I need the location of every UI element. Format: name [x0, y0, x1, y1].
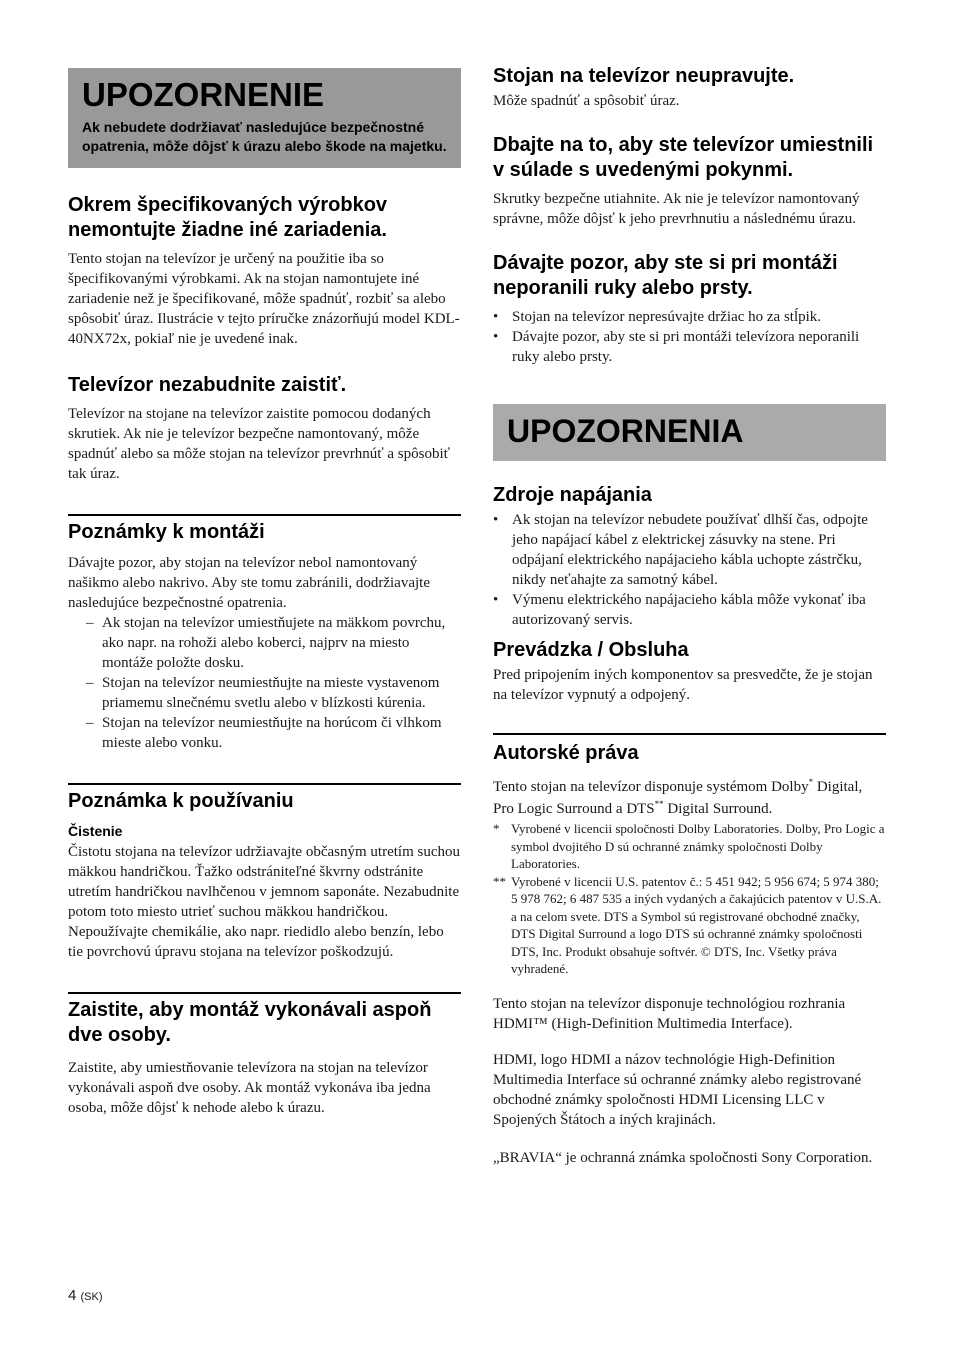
section-copyright	[493, 733, 886, 1168]
bravia-text: „BRAVIA“ je ochranná známka spoločnosti Sony Corporation.	[493, 1149, 873, 1166]
section-installation-notes	[68, 514, 461, 753]
section-title: Dbajte na to, aby ste televízor umiestnili v súlade s uvedenými pokynmi.	[493, 134, 874, 181]
list-item: – Ak stojan na televízor umiestňujete na mäkkom povrchu, ako napr. na rohoži alebo koberci, najprv na miesto montáže položte dosku.	[68, 613, 461, 673]
section-text: Čistotu stojana na televízor udržiavajte občasným utretím suchou mäkkou handričkou. Ťažko odstrániteľné škvrny odstránite utretím handričkou navlhčenou v jemnom saponáte. Nezabudnite potom toto miesto utrieť suchou mäkkou handričkou. Nepoužívajte chemikálie, ako napr. riedidlo alebo benzín, lebo tie povrchovú úpravu stojana na televízor poškodzujú.	[68, 844, 460, 960]
section-title: Prevádzka / Obsluha	[493, 639, 689, 661]
section-hands	[493, 251, 886, 367]
section-title: Zaistite, aby montáž vykonávali aspoň dve osoby.	[68, 999, 432, 1046]
section-operation	[493, 638, 886, 705]
section-title: Autorské práva	[493, 742, 639, 764]
footnote: ** Vyrobené v licencii U.S. patentov č.: 5 451 942; 5 956 674; 5 974 380; 5 978 762; 6 487 535 a iných vydaných a čakajúcich patentov v U.S.A. a na celom svete. DTS a Symbol sú registrované obchodné značky, DTS Digital Surround a logo DTS sú ochranné známky spoločnosti DTS, Inc. Produkt obsahuje softvér. © DTS, Inc. Všetky práva vyhradené.	[493, 873, 882, 976]
section-usage-note	[68, 783, 461, 962]
section-text: Dávajte pozor, aby stojan na televízor nebol namontovaný našikmo alebo nakrivo. Aby ste tomu zabránili, dodržiavajte nasledujúce bezpečnostné opatrenia.	[68, 555, 430, 611]
section-text: Pred pripojením iných komponentov sa presvedčte, že je stojan na televízor vypnutý a odpojený.	[493, 667, 873, 703]
hands-list	[493, 307, 886, 367]
section-text: Tento stojan na televízor je určený na použitie iba so špecifikovanými výrobkami. Ak na stojan namontujete iné zariadenie než je špecifikované, môže spadnúť, rozbiť sa alebo spôsobiť úraz. Ilustrácie v tejto príručke znázorňujú model KDL-40NX72x, pokiaľ nie je uvedené inak.	[68, 251, 460, 347]
language-code: (SK)	[80, 1291, 103, 1303]
section-power	[493, 483, 886, 630]
page-footer	[68, 1287, 103, 1304]
section-title: Dávajte pozor, aby ste si pri montáži neporanili ruky alebo prsty.	[493, 252, 838, 299]
section-no-modify	[493, 64, 886, 111]
power-list	[493, 510, 886, 630]
cautions-title: UPOZORNENIA	[507, 413, 744, 449]
section-title: Poznámky k montáži	[68, 521, 265, 543]
cautions-box	[493, 404, 886, 461]
list-item: – Stojan na televízor neumiestňujte na horúcom či vlhkom mieste alebo vonku.	[68, 713, 461, 753]
right-column	[493, 65, 886, 1168]
list-item: – Stojan na televízor neumiestňujte na mieste vystavenom priamemu slnečnému svetlu alebo v blízkosti kúrenia.	[68, 673, 461, 713]
section-specified-products	[68, 193, 461, 349]
installation-list	[68, 613, 461, 753]
list-item: • Stojan na televízor nepresúvajte držiac ho za stĺpik.	[493, 307, 886, 327]
hdmi-text: Tento stojan na televízor disponuje technológiou rozhrania HDMI™ (High-Definition Multimedia Interface).	[493, 995, 846, 1032]
warning-subtitle: Ak nebudete dodržiavať nasledujúce bezpečnostné opatrenia, môže dôjsť k úrazu alebo škode na majetku.	[82, 119, 447, 154]
warning-title: UPOZORNENIE	[82, 76, 325, 113]
footnote: * Vyrobené v licencii spoločnosti Dolby Laboratories. Dolby, Pro Logic a symbol dvojitého D sú ochranné známky spoločnosti Dolby Laboratories.	[493, 821, 885, 871]
section-text: Skrutky bezpečne utiahnite. Ak nie je televízor namontovaný správne, môže dôjsť k jeho prevrhnutiu a následnému úrazu.	[493, 191, 860, 227]
left-column	[68, 68, 461, 1118]
copyright-text: Tento stojan na televízor disponuje systémom Dolby* Digital, Pro Logic Surround a DTS** Digital Surround.	[493, 777, 863, 817]
section-two-persons	[68, 992, 461, 1118]
section-secure-tv	[68, 373, 461, 484]
section-text: Zaistite, aby umiestňovanie televízora na stojan na televízor vykonávali aspoň dve osoby. Ak montáž vykonáva iba jedna osoba, môže dôjsť k nehode alebo k úrazu.	[68, 1060, 431, 1116]
section-title: Okrem špecifikovaných výrobkov nemontujte žiadne iné zariadenia.	[68, 194, 388, 241]
hdmi-trademark-text: HDMI, logo HDMI a názov technológie High-Definition Multimedia Interface sú ochranné známky alebo registrované obchodné známky spoločnosti HDMI Licensing LLC v Spojených Štátoch a iných krajinách.	[493, 1051, 862, 1128]
list-item: • Dávajte pozor, aby ste si pri montáži televízora neporanili ruky alebo prsty.	[493, 327, 886, 367]
section-title: Televízor nezabudnite zaistiť.	[68, 374, 347, 396]
section-placement	[493, 133, 886, 229]
warning-box	[68, 68, 461, 168]
list-item: • Ak stojan na televízor nebudete používať dlhší čas, odpojte jeho napájací kábel z elektrickej zásuvky na stene. Pri odpájaní elektrického napájacieho kábla uchopte zástrčku, nikdy neťahajte za samotný kábel.	[493, 510, 886, 590]
section-title: Stojan na televízor neupravujte.	[493, 65, 795, 87]
page-number: 4	[68, 1287, 77, 1304]
section-title: Zdroje napájania	[493, 484, 652, 506]
section-title: Poznámka k používaniu	[68, 790, 294, 812]
section-text: Televízor na stojane na televízor zaistite pomocou dodaných skrutiek. Ak nie je televízor bezpečne namontovaný, môže spadnúť alebo sa môže stojan na televízor prevrhnúť a spôsobiť tak úraz.	[68, 406, 451, 482]
section-subtitle: Čistenie	[68, 823, 123, 839]
list-item: • Výmenu elektrického napájacieho kábla môže vykonať iba autorizovaný servis.	[493, 590, 886, 630]
section-text: Môže spadnúť a spôsobiť úraz.	[493, 93, 680, 109]
